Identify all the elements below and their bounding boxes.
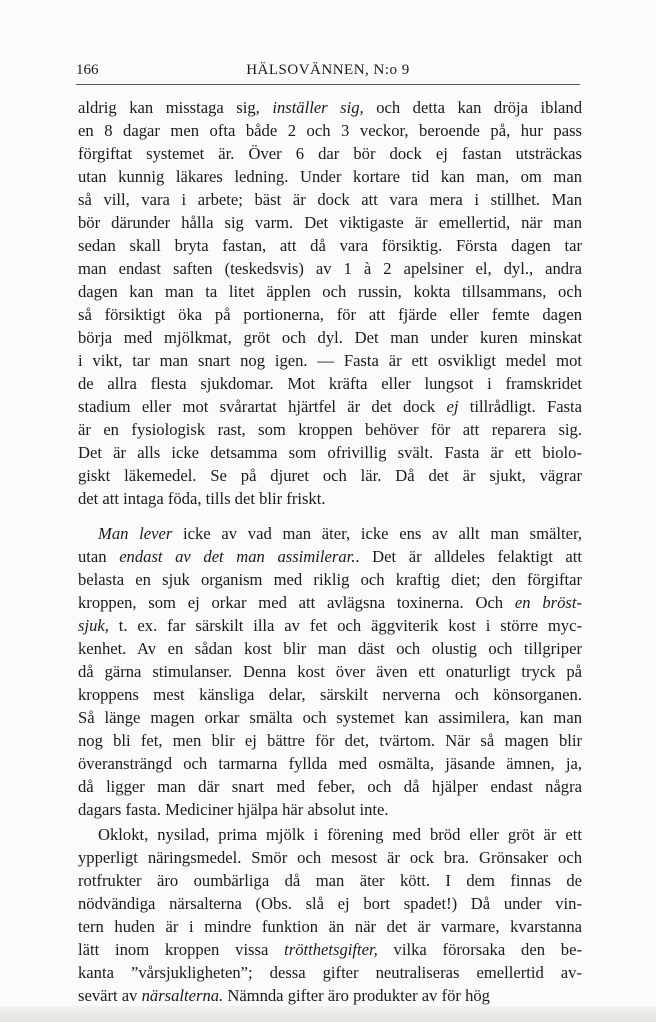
text-line: [78, 616, 582, 636]
text-segment: utan: [78, 547, 120, 566]
italic-text-segment: Man lever: [98, 524, 173, 543]
text-line: [78, 894, 582, 914]
text-line: [78, 420, 582, 440]
text-segment: en 8 dagar men ofta både 2 och 3 veckor, beroende på, hur pass: [78, 121, 582, 140]
text-segment: i vikt, tar man snart nog igen. — Fasta är ett osvikligt medel mot: [78, 351, 582, 370]
running-title: HÄLSOVÄNNEN, N:o 9: [246, 62, 410, 78]
text-segment: Det är alls icke detsamma som ofrivillig svält. Fasta är ett biolo-: [78, 443, 582, 462]
text-segment: då gärna stimulanser. Denna kost över även ett onaturligt tryck på: [78, 662, 582, 681]
text-segment: kroppen, som ej orkar med att avlägsna toxinerna. Och: [78, 593, 515, 612]
text-line: [78, 570, 582, 590]
text-line: [78, 593, 582, 613]
text-line: [78, 871, 582, 891]
text-segment: man endast saften (teskedsvis) av 1 à 2 apelsiner el, dyl., andra: [78, 259, 582, 278]
text-segment: belasta en sjuk organism med riklig och kraftig diet; den förgiftar: [78, 570, 582, 589]
text-line: [78, 466, 582, 486]
text-line: [98, 524, 582, 544]
text-segment: då ligger man där snart med feber, och då hjälper endast några: [78, 777, 582, 796]
text-segment: rotfrukter äro oumbärliga då man äter kött. I dem finnas de: [78, 871, 582, 890]
text-segment: det att intaga föda, tills det blir friskt.: [78, 489, 326, 508]
text-line: [78, 121, 582, 141]
text-segment: utan kunnig läkares ledning. Under kortare tid kan man, om man: [78, 167, 582, 186]
text-line: [78, 639, 582, 659]
text-segment: . Det är alldeles felaktigt att: [355, 547, 583, 566]
text-segment: förgiftat systemet är. Över 6 dar bör dock ej fastan utsträckas: [78, 144, 582, 163]
text-segment: sedan skall bryta fastan, att då vara försiktig. Första dagen tar: [78, 236, 582, 255]
text-line: [98, 825, 582, 845]
italic-text-segment: inställer sig,: [272, 98, 364, 117]
text-line: [78, 282, 582, 302]
text-segment: Så länge magen orkar smälta och systemet kan assimilera, kan man: [78, 708, 582, 727]
text-line: [78, 986, 582, 1006]
text-segment: nog bli fet, men blir ej bättre för det, tvärtom. När så magen blir: [78, 731, 582, 750]
text-segment: tern huden är i mindre funktion än när det är varmare, kvarstanna: [78, 917, 582, 936]
italic-text-segment: en bröst-: [514, 593, 582, 612]
text-segment: stadium eller mot svårartat hjärtfel är det dock: [78, 397, 447, 416]
text-segment: Nämnda gifter äro produkter av för hög: [223, 986, 490, 1005]
italic-text-segment: endast av det man assimilerar.: [119, 547, 356, 566]
text-line: [78, 940, 582, 960]
italic-text-segment: ej: [446, 397, 459, 416]
text-segment: kenhet. Av en sådan kost blir man däst och olustig och tillgriper: [78, 639, 582, 658]
text-segment: giskt läkemedel. Se på djuret och lär. Då det är sjukt, vägrar: [78, 466, 582, 485]
text-segment: lätt inom kroppen vissa: [78, 940, 285, 959]
italic-text-segment: trötthetsgifter,: [284, 940, 378, 959]
italic-text-segment: sjuk,: [78, 616, 109, 635]
text-line: [78, 443, 582, 463]
text-segment: Oklokt, nysilad, prima mjölk i förening med bröd eller gröt är ett: [98, 825, 582, 844]
text-segment: sevärt av: [78, 986, 142, 1005]
text-line: [78, 731, 582, 751]
text-segment: ypperligt näringsmedel. Smör och mesost är ock bra. Grönsaker och: [78, 848, 582, 867]
text-line: [78, 144, 582, 164]
page-bottom-edge: [0, 1006, 656, 1022]
text-line: [78, 190, 582, 210]
text-line: [78, 213, 582, 233]
text-line: [78, 777, 582, 797]
text-segment: kroppens mest känsliga delar, särskilt nerverna och könsorganen.: [78, 685, 582, 704]
text-line: [78, 708, 582, 728]
text-line: [78, 374, 582, 394]
text-segment: är en fysiologisk rast, som kroppen behöver för att reparera sig.: [78, 420, 582, 439]
text-line: [78, 963, 582, 983]
text-segment: t. ex. far särskilt illa av fet och äggviterik kost i större myc-: [108, 616, 582, 635]
text-segment: icke av vad man äter, icke ens av allt man smälter,: [172, 524, 582, 543]
text-segment: tillrådligt. Fasta: [458, 397, 582, 416]
text-line: [78, 754, 582, 774]
text-segment: och detta kan dröja ibland: [363, 98, 583, 117]
italic-text-segment: närsalterna.: [141, 986, 224, 1005]
text-segment: överansträngd och tarmarna fyllda med osmälta, jäsande ämnen, ja,: [78, 754, 582, 773]
page-header: [76, 62, 580, 84]
text-line: [78, 259, 582, 279]
text-line: [78, 328, 582, 348]
text-segment: börja med mjölkmat, gröt och dyl. Det man under kuren minskat: [78, 328, 582, 347]
text-segment: så vill, vara i arbete; bäst är dock att vara mera i stillhet. Man: [78, 190, 582, 209]
text-line: [78, 98, 582, 118]
text-segment: nödvändiga närsalterna (Obs. slå ej bort spadet!) Då under vin-: [78, 894, 582, 913]
text-line: [78, 167, 582, 187]
text-line: [78, 547, 582, 567]
text-segment: dagars fasta. Mediciner hjälpa här absolut inte.: [78, 800, 389, 819]
text-line: [78, 489, 582, 509]
text-segment: så försiktigt öka på portionerna, för att fjärde eller femte dagen: [78, 305, 582, 324]
text-line: [78, 848, 582, 868]
text-line: [78, 662, 582, 682]
text-line: [78, 305, 582, 325]
text-segment: de allra flesta sjukdomar. Mot kräfta eller lungsot i framskridet: [78, 374, 582, 393]
text-line: [78, 917, 582, 937]
text-line: [78, 397, 582, 417]
text-line: [78, 351, 582, 371]
text-line: [78, 800, 582, 820]
page-number: 166: [76, 62, 99, 78]
text-segment: dagen kan man ta litet äpplen och russin, kokta tillsammans, och: [78, 282, 582, 301]
text-segment: kanta ”vårsjukligheten”; dessa gifter neutraliseras emellertid av-: [78, 963, 582, 982]
text-line: [78, 236, 582, 256]
text-line: [78, 685, 582, 705]
text-segment: bör därunder hålla sig varm. Det viktigaste är emellertid, när man: [78, 213, 582, 232]
text-segment: aldrig kan misstaga sig,: [78, 98, 273, 117]
text-segment: vilka förorsaka den be-: [377, 940, 582, 959]
header-rule: [76, 84, 580, 85]
